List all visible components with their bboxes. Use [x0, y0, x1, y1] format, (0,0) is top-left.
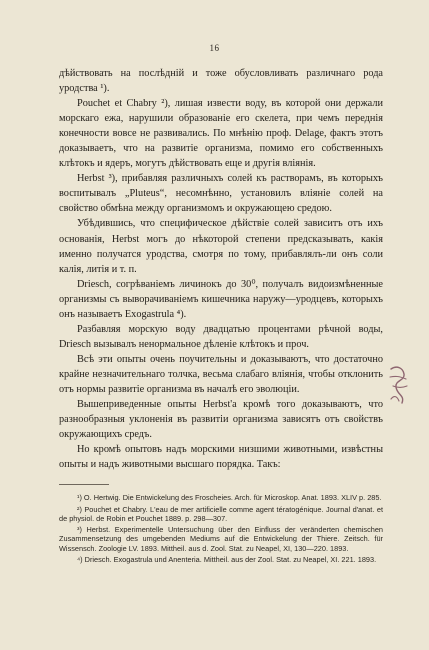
paragraph-herbst: Herbst ³), прибавляя различныхъ солей къ растворамъ, въ которыхъ воспитывалъ „Pluteus“, несомнѣнно, установилъ вліяніе солей на свойство обмѣна между организмомъ и окружающею средою. — [59, 173, 383, 215]
paragraph-pouchet-chabry: Pouchet et Chabry ²), лишая извести воду, въ которой они держали морскаго ежа, нарушили образованіе его скелета, при чемъ переднія конечности вовсе не развивались. По мнѣнію проф. Delage, фактъ этотъ доказываетъ, что на развитіе организма, помимо его собственныхъ клѣтокъ и ядеръ, могутъ дѣйствовать еще и другія вліянія. — [59, 98, 383, 170]
footnotes — [59, 493, 383, 564]
paragraph-experiments: Всѣ эти опыты очень поучительны и доказываютъ, что достаточно крайне незначительнаго толчка, весьма слабаго вліянія, чтобы отклонить отъ нормы развитіе организма въ началѣ его эволюціи. — [59, 353, 383, 395]
page-number: 16 — [209, 43, 220, 53]
footnote-2: ²) Pouchet et Chabry. L'eau de mer artificielle comme agent tératogénique. Journal d'anat. et de physiol. de Robin et Pouchet 1889. p. 298—307. — [59, 504, 383, 523]
footnote-3: ³) Herbst. Experimentelle Untersuchung über den Einfluss der veränderten chemischen Zusammensetzung des umgebenden Mediums auf die Entwickelung der Thiere. Zeitsch. für Wissensch. Zoologie LV. 1893. Mittheil. aus d. Zool. Stat. zu Neapel, XI, 130—220. 1893. — [59, 525, 383, 553]
paragraph-driesch: Driesch, согрѣваніемъ личинокъ до 30⁰, получалъ видоизмѣненные организмы съ выворачиваніемъ кишечника наружу—уродцевъ, которыхъ онъ называетъ Exogastrula ⁴). — [59, 278, 383, 320]
main-text — [59, 66, 383, 566]
paragraph-herbst-salts: Убѣдившись, что специфическое дѣйствіе солей зависитъ отъ ихъ основанія, Herbst могъ до нѣкоторой степени предсказывать, какія именно получатся уродства, смотря по тому, прибавлялъ-ли онъ соли калія, литія и т. п. — [59, 218, 383, 275]
margin-handwritten-mark — [387, 364, 409, 406]
paragraph-higher-animals: Но кромѣ опытовъ надъ морскими низшими животными, извѣстны опыты и надъ животными высшаго порядка. Такъ: — [59, 444, 383, 471]
paragraph-herbst-conclusion: Вышеприведенные опыты Herbst'а кромѣ того доказываютъ, что разнообразныя уклоненія въ развитіи организма зависятъ отъ свойствъ окружающихъ средъ. — [59, 399, 383, 441]
footnote-4: ⁴) Driesch. Exogastrula und Anenteria. Mittheil. aus der Zool. Stat. zu Neapel, XI. 221. 1893. — [77, 554, 377, 564]
paragraph-driesch-water: Разбавляя морскую воду двадцатью процентами рѣчной воды, Driesch вызывалъ ненормальное дѣленіе клѣтокъ и проч. — [59, 323, 383, 350]
paragraph-1: дѣйствовать на послѣдній и тоже обусловливать различнаго рода уродства ¹). — [59, 68, 383, 95]
footnote-1: ¹) O. Hertwig. Die Entwickelung des Froscheies. Arch. für Microskop. Anat. 1893. XLIV p. 285. — [77, 493, 382, 503]
footnote-divider — [59, 484, 109, 485]
